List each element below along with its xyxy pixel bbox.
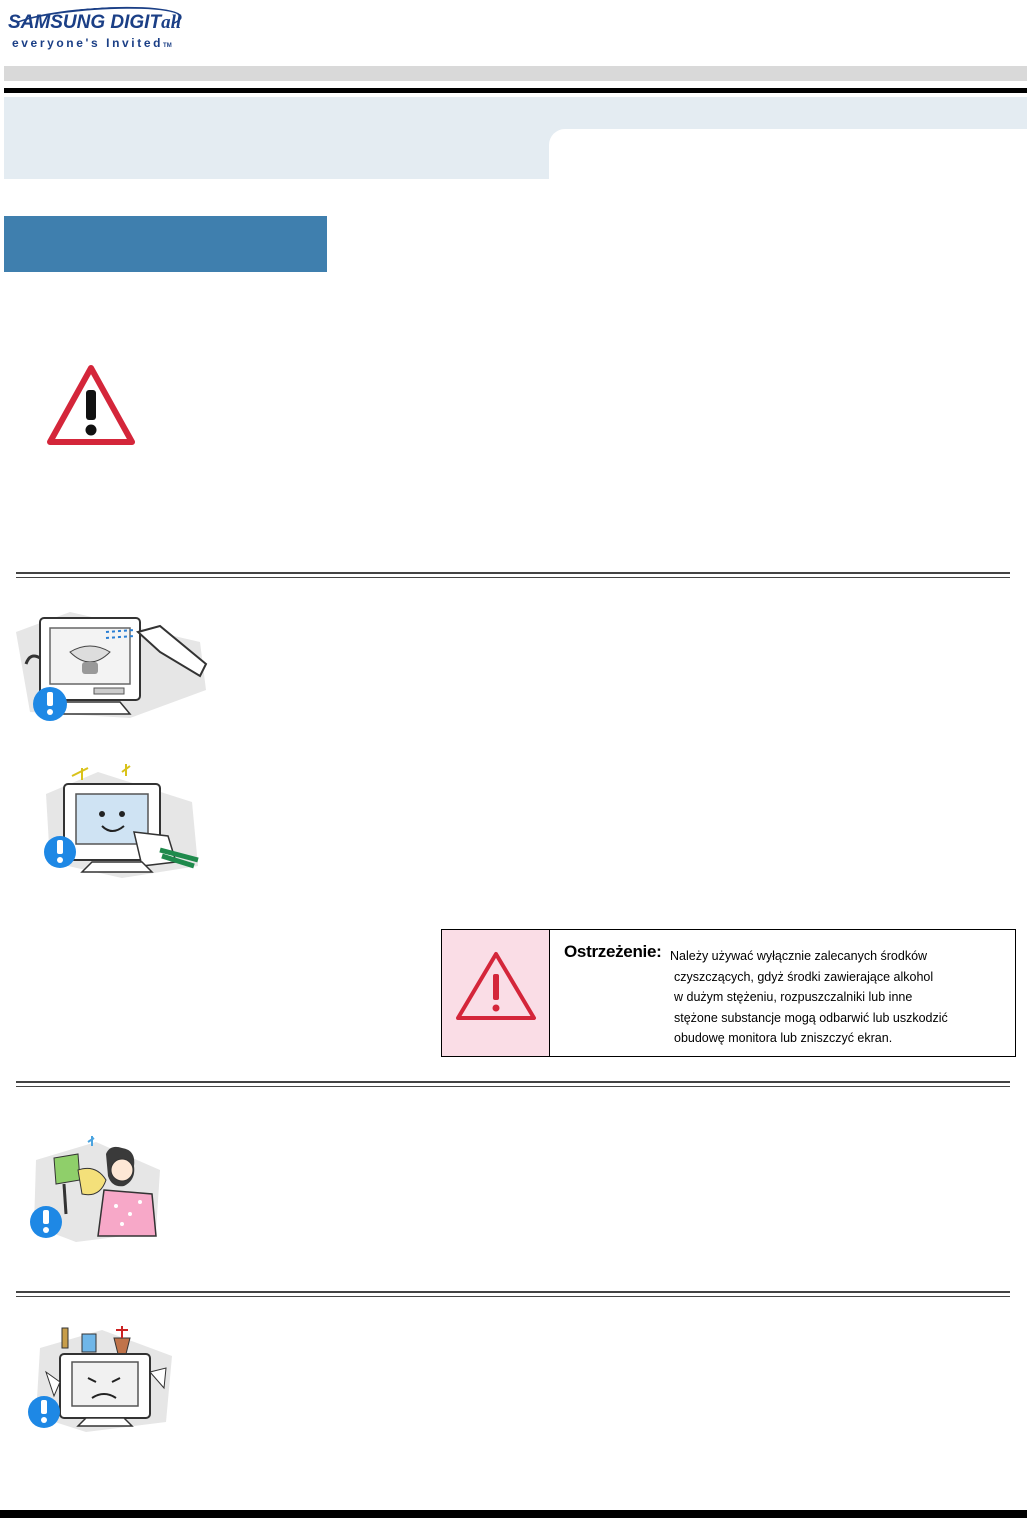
- section-divider: [16, 1291, 1010, 1297]
- warning-label: Ostrzeżenie:: [564, 942, 662, 961]
- title-band: [4, 97, 1027, 179]
- warning-box-icon-panel: [442, 930, 550, 1056]
- logo-tagline-text: everyone's Invited: [12, 36, 164, 50]
- section-divider: [16, 572, 1010, 578]
- plug-cleaning-illustration: [26, 1140, 166, 1244]
- title-band-notch: [549, 129, 1027, 179]
- header-grey-bar: [4, 66, 1027, 81]
- samsung-logo: [8, 4, 188, 56]
- warning-triangle-icon: [452, 946, 540, 1026]
- warning-text-line: czyszczących, gdyż środki zawierające alkohol: [674, 969, 934, 984]
- monitor-wipe-illustration: [42, 766, 200, 880]
- warning-text-line: w dużym stężeniu, rozpuszczalniki lub inne: [674, 990, 913, 1004]
- warning-text-line: obudowę monitora lub zniszczyć ekran.: [674, 1031, 893, 1045]
- section-tab: [4, 216, 327, 272]
- header-rule: [4, 88, 1027, 93]
- warning-triangle-icon: [44, 362, 138, 450]
- monitor-spray-illustration: [10, 602, 210, 726]
- logo-brand-text: SAMSUNG DIGIT: [8, 12, 162, 33]
- logo-wordmark: [8, 12, 181, 34]
- section-divider: [16, 1081, 1010, 1087]
- logo-brand-suffix: all: [161, 12, 182, 33]
- warning-text-line: stężone substancje mogą odbarwić lub uszkodzić: [674, 1010, 948, 1025]
- warning-text-line: Należy używać wyłącznie zalecanych środków: [670, 949, 928, 963]
- warning-box: [441, 929, 1016, 1057]
- footer-bar: [0, 1510, 1027, 1518]
- logo-tm: TM: [163, 43, 172, 49]
- warning-text: [670, 946, 1009, 1049]
- objects-on-monitor-illustration: [26, 1322, 176, 1434]
- logo-tagline: [12, 36, 172, 50]
